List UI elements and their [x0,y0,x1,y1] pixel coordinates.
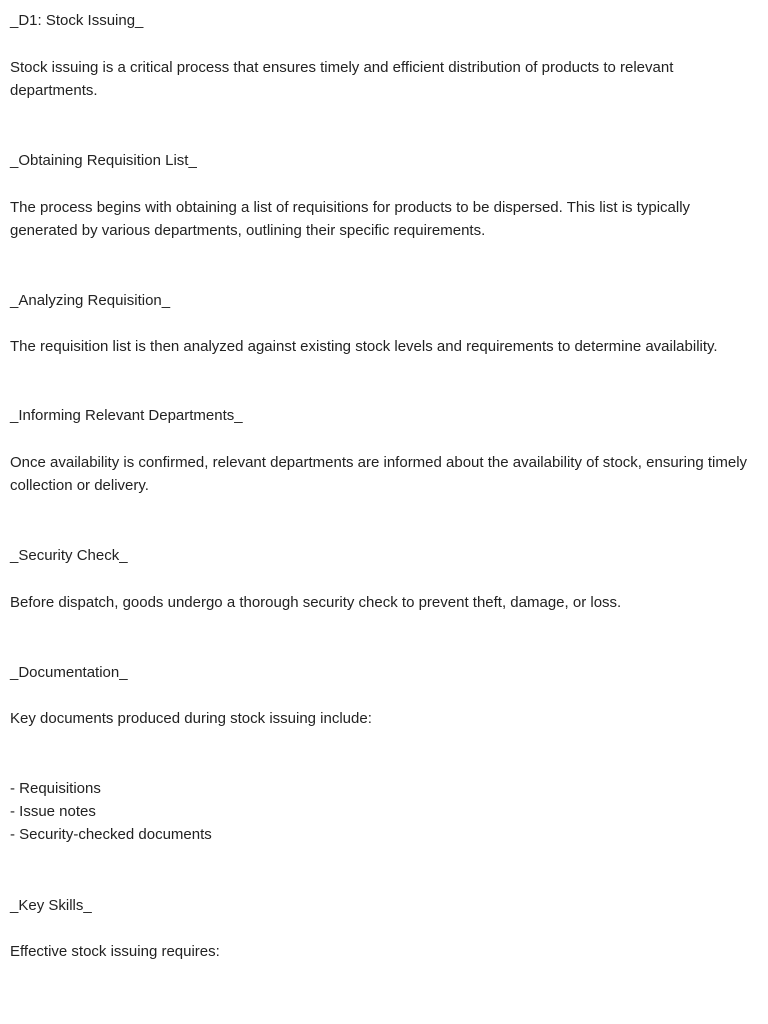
section-heading-security-check: _Security Check_ [10,547,128,564]
section-paragraph-security-check: Before dispatch, goods undergo a thorough security check to prevent theft, damage, or loss. [10,594,622,611]
section-paragraph-stock-issuing: Stock issuing is a critical process that ensures timely and efficient distribution of products to relevant departments. [10,59,674,99]
list-item: - Requisitions [10,780,101,797]
list-item: - Security-checked documents [10,826,212,843]
section-paragraph-analyzing-requisition: The requisition list is then analyzed against existing stock levels and requirements to determine availability. [10,338,718,355]
list-item: - Issue notes [10,803,96,820]
section-heading-stock-issuing: _D1: Stock Issuing_ [10,12,144,29]
section-heading-analyzing-requisition: _Analyzing Requisition_ [10,292,171,309]
section-paragraph-obtaining-requisition-list: The process begins with obtaining a list of requisitions for products to be dispersed. This list is typically generated by various departments, outlining their specific requirements. [10,199,691,239]
section-paragraph-informing-departments: Once availability is confirmed, relevant departments are informed about the availability of stock, ensuring timely collection or delivery. [10,454,748,494]
section-heading-informing-departments: _Informing Relevant Departments_ [10,407,243,424]
section-heading-key-skills: _Key Skills_ [10,897,92,914]
section-heading-documentation: _Documentation_ [10,664,128,681]
section-paragraph-key-skills: Effective stock issuing requires: [10,943,220,960]
section-heading-obtaining-requisition-list: _Obtaining Requisition List_ [10,152,197,169]
section-paragraph-documentation: Key documents produced during stock issuing include: [10,710,372,727]
